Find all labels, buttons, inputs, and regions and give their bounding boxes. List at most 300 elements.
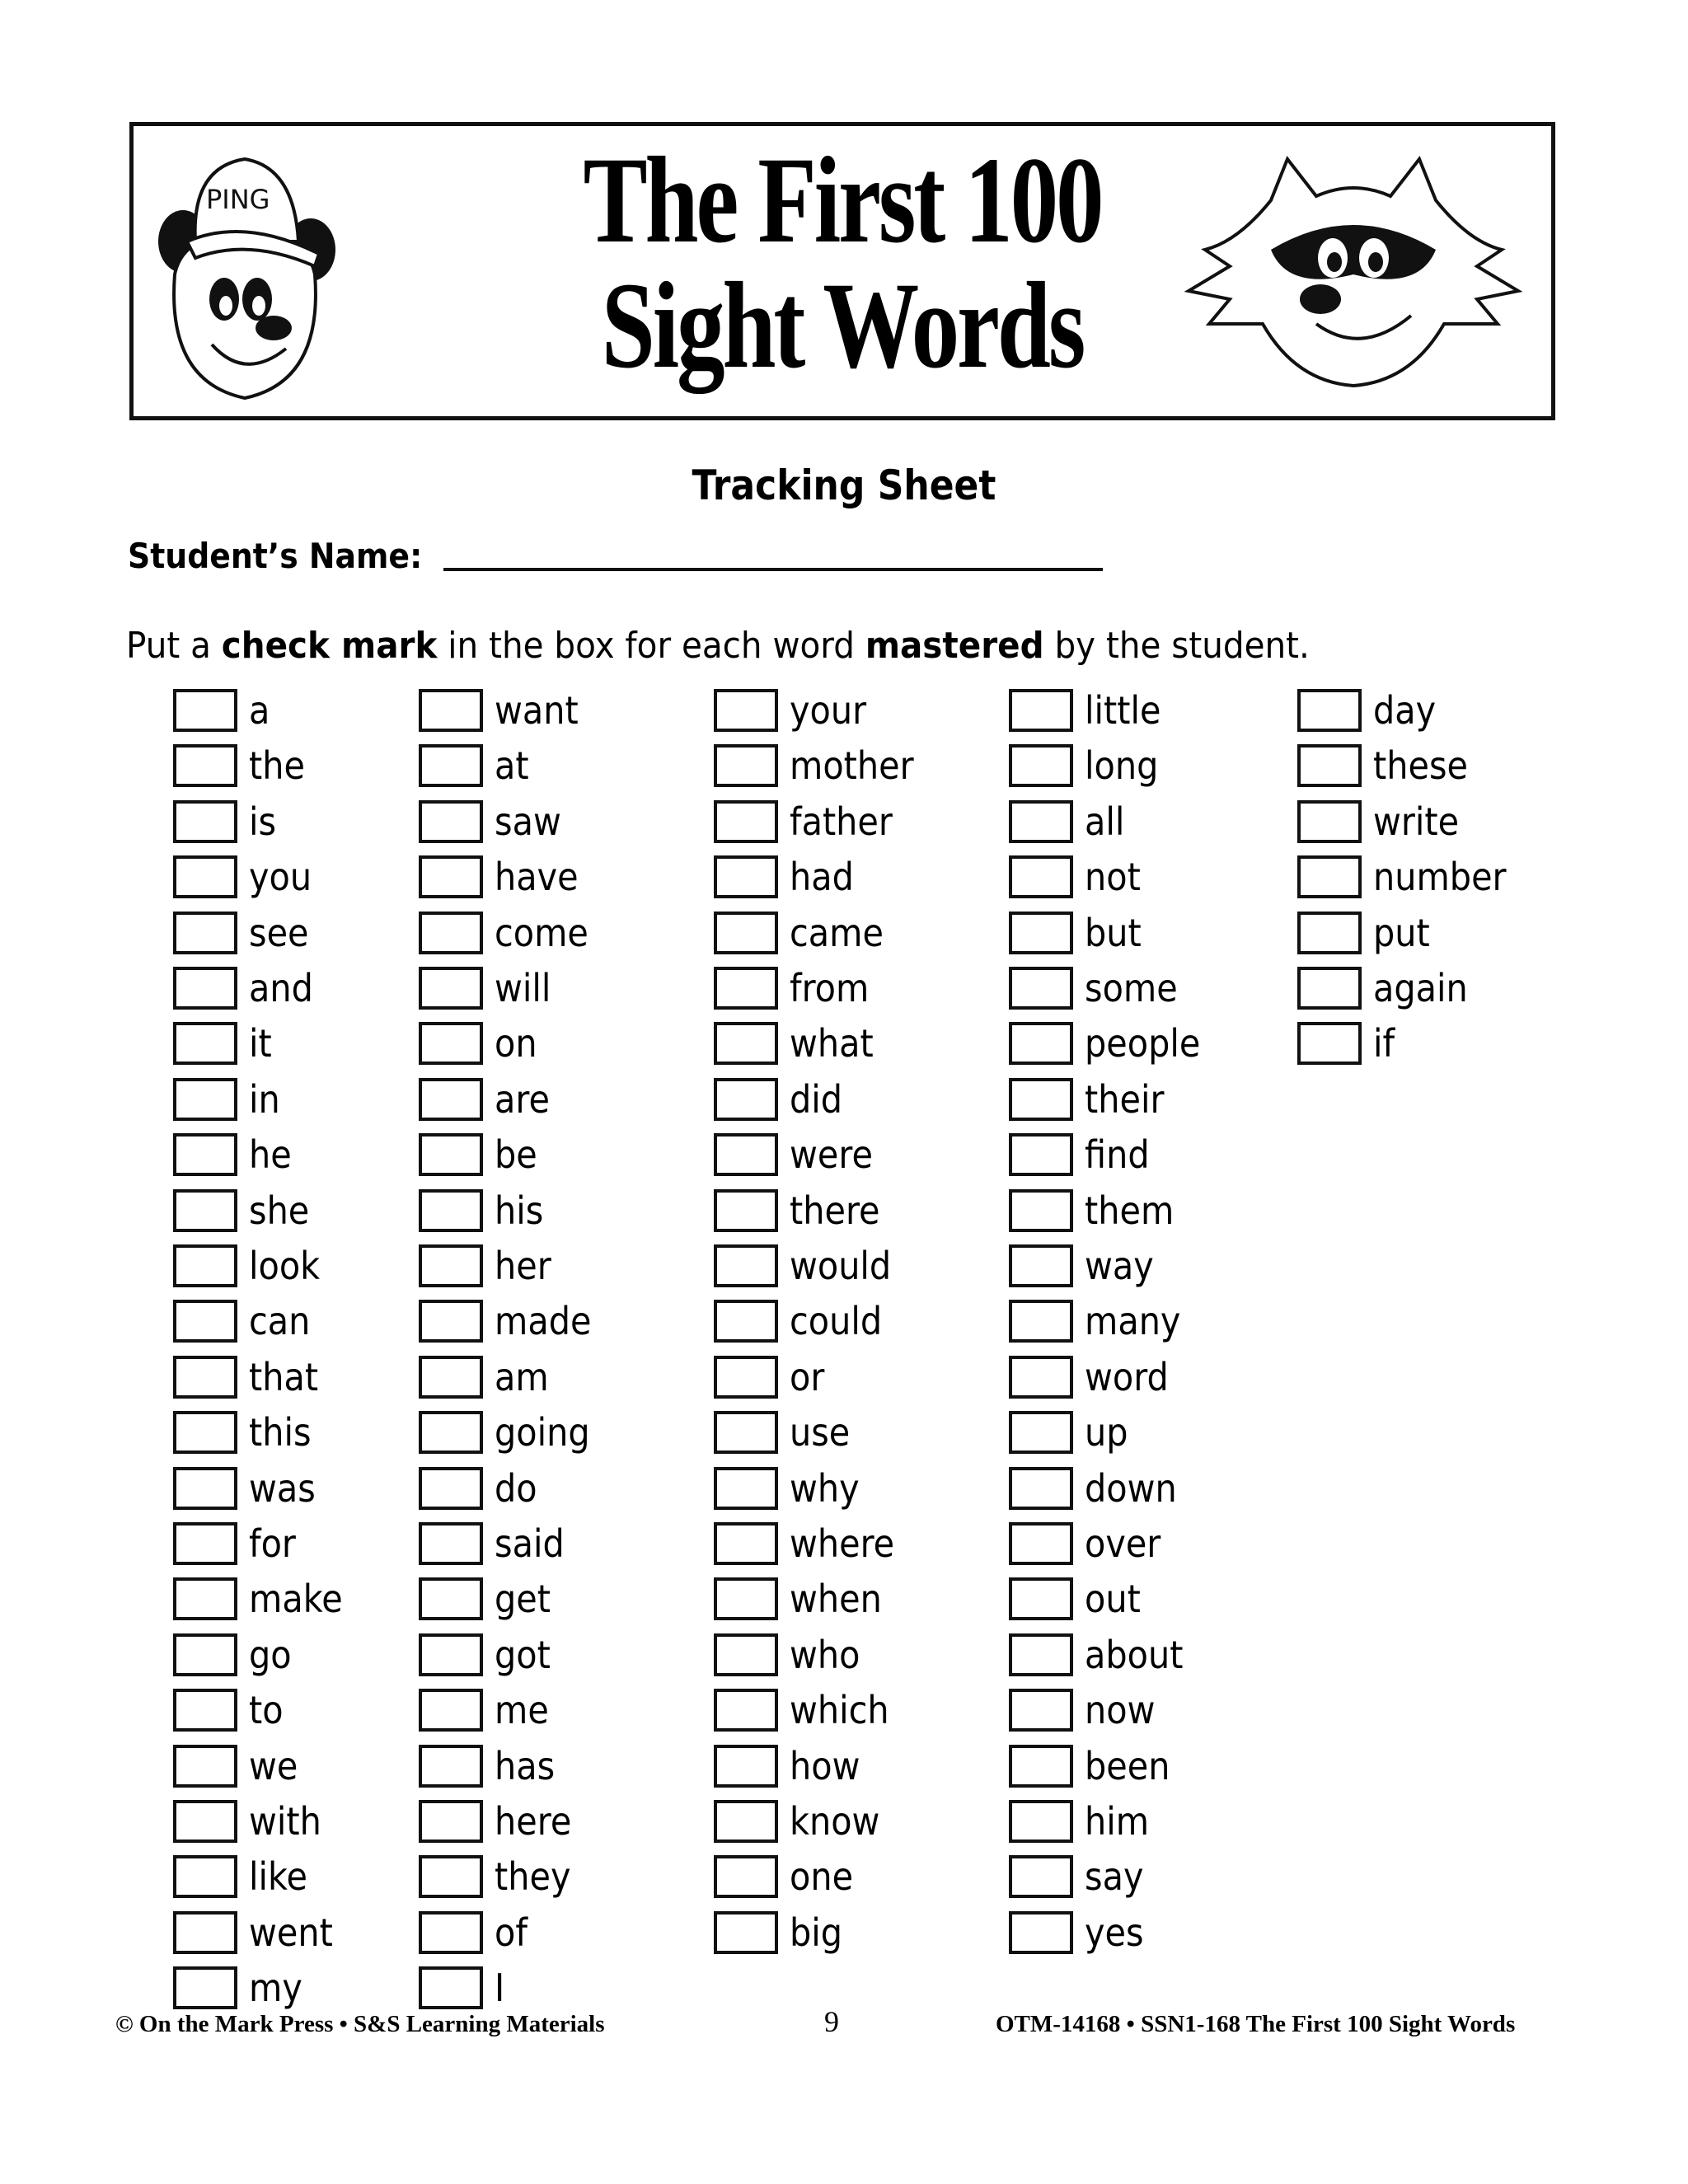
sight-word: am — [495, 1355, 549, 1399]
sight-word: has — [495, 1744, 556, 1788]
title-banner — [129, 122, 1555, 420]
sight-word: many — [1085, 1299, 1181, 1343]
mastery-checkbox[interactable] — [1009, 1689, 1073, 1732]
word-item — [714, 1574, 892, 1624]
sight-word: him — [1085, 1799, 1150, 1844]
sight-word: on — [495, 1021, 537, 1066]
mastery-checkbox[interactable] — [714, 967, 778, 1010]
word-item — [419, 1685, 555, 1735]
word-item — [1009, 1908, 1151, 1957]
mastery-checkbox[interactable] — [714, 1244, 778, 1287]
sight-word: look — [249, 1244, 321, 1288]
mastery-checkbox[interactable] — [173, 800, 237, 843]
mastery-checkbox[interactable] — [1297, 689, 1362, 732]
word-item — [173, 1574, 353, 1624]
word-item — [173, 1408, 318, 1457]
word-item — [1009, 1852, 1150, 1901]
mastery-checkbox[interactable] — [1009, 1911, 1073, 1954]
word-item — [1009, 1741, 1179, 1791]
mastery-checkbox[interactable] — [419, 800, 483, 843]
mastery-checkbox[interactable] — [1009, 1300, 1073, 1343]
mastery-checkbox[interactable] — [173, 1300, 237, 1343]
word-item — [173, 1241, 328, 1291]
word-item — [419, 908, 599, 958]
mastery-checkbox[interactable] — [1297, 800, 1362, 843]
mastery-checkbox[interactable] — [419, 1855, 483, 1898]
mastery-checkbox[interactable] — [419, 1966, 483, 2009]
sight-word: say — [1085, 1854, 1144, 1899]
mastery-checkbox[interactable] — [1009, 1467, 1073, 1510]
word-item — [419, 1963, 506, 2013]
word-item — [173, 1352, 326, 1402]
sight-word: yes — [1085, 1910, 1144, 1955]
word-item — [1009, 686, 1170, 735]
mastery-checkbox[interactable] — [419, 1800, 483, 1843]
footer-copyright: © On the Mark Press • S&S Learning Materials — [115, 2011, 605, 2037]
mastery-checkbox[interactable] — [173, 1411, 237, 1454]
mastery-checkbox[interactable] — [1009, 689, 1073, 732]
word-item — [173, 1630, 296, 1680]
mastery-checkbox[interactable] — [1009, 1133, 1073, 1176]
word-item — [173, 741, 312, 790]
word-item — [1297, 741, 1479, 790]
sight-word: is — [249, 799, 277, 844]
word-item — [173, 852, 319, 902]
sight-word: they — [495, 1854, 571, 1899]
word-item — [1009, 797, 1129, 846]
word-item — [1009, 1352, 1178, 1402]
sight-word: at — [495, 743, 529, 788]
word-item — [714, 1519, 906, 1568]
mastery-checkbox[interactable] — [419, 1522, 483, 1565]
sight-word: her — [495, 1244, 551, 1288]
word-item — [714, 797, 904, 846]
word-item — [714, 908, 894, 958]
word-item — [173, 1685, 287, 1735]
mastery-checkbox[interactable] — [714, 689, 778, 732]
mastery-checkbox[interactable] — [714, 1078, 778, 1121]
mastery-checkbox[interactable] — [714, 1633, 778, 1676]
instruction-emphasis: mastered — [865, 625, 1044, 667]
word-item — [173, 1519, 301, 1568]
sight-word: which — [790, 1688, 889, 1732]
mastery-checkbox[interactable] — [173, 1133, 237, 1176]
mastery-checkbox[interactable] — [714, 800, 778, 843]
sight-word: are — [495, 1077, 550, 1122]
mastery-checkbox[interactable] — [419, 1244, 483, 1287]
mastery-checkbox[interactable] — [173, 689, 237, 732]
mastery-checkbox[interactable] — [173, 1800, 237, 1843]
word-item — [173, 1464, 323, 1513]
sight-word: put — [1373, 911, 1430, 955]
word-item — [1009, 1797, 1156, 1846]
word-item — [419, 1075, 556, 1124]
mastery-checkbox[interactable] — [1009, 1356, 1073, 1399]
mastery-checkbox[interactable] — [173, 1356, 237, 1399]
word-item — [714, 1075, 848, 1124]
sight-word: down — [1085, 1466, 1177, 1511]
word-item — [419, 1852, 579, 1901]
mastery-checkbox[interactable] — [419, 1300, 483, 1343]
mastery-checkbox[interactable] — [1009, 1855, 1073, 1898]
student-name-field[interactable] — [443, 568, 1103, 571]
word-item — [1009, 908, 1147, 958]
mastery-checkbox[interactable] — [419, 1356, 483, 1399]
sight-word: going — [495, 1410, 590, 1455]
word-item — [1009, 1019, 1213, 1068]
sight-word: and — [249, 966, 313, 1010]
word-item — [714, 1408, 856, 1457]
word-item — [714, 963, 878, 1013]
sight-word: make — [249, 1577, 343, 1621]
mastery-checkbox[interactable] — [1009, 1022, 1073, 1065]
mastery-checkbox[interactable] — [173, 1522, 237, 1565]
mastery-checkbox[interactable] — [419, 912, 483, 954]
word-item — [1009, 1685, 1163, 1735]
word-item — [714, 1352, 828, 1402]
mastery-checkbox[interactable] — [1297, 912, 1362, 954]
instruction-text: by the student. — [1043, 625, 1310, 667]
mastery-checkbox[interactable] — [714, 1411, 778, 1454]
sight-word: that — [249, 1355, 319, 1399]
mastery-checkbox[interactable] — [1009, 1411, 1073, 1454]
mastery-checkbox[interactable] — [419, 1577, 483, 1620]
word-item — [1009, 1408, 1132, 1457]
mastery-checkbox[interactable] — [419, 1745, 483, 1788]
word-item — [419, 1519, 572, 1568]
word-item — [419, 1241, 557, 1291]
student-name-label: Student’s Name: — [128, 536, 423, 576]
word-item — [419, 1797, 580, 1846]
word-item — [419, 1296, 603, 1346]
sight-word: my — [249, 1966, 302, 2010]
word-item — [1009, 1630, 1194, 1680]
word-item — [1297, 797, 1469, 846]
mastery-checkbox[interactable] — [1009, 1745, 1073, 1788]
mastery-checkbox[interactable] — [419, 1633, 483, 1676]
page-title — [560, 132, 1125, 394]
sight-word: like — [249, 1854, 307, 1899]
sight-word: saw — [495, 799, 561, 844]
sight-word: one — [790, 1854, 854, 1899]
title-line-1: The First 100 — [583, 132, 1102, 269]
mastery-checkbox[interactable] — [714, 1467, 778, 1510]
word-item — [173, 1908, 342, 1957]
word-item — [714, 1019, 883, 1068]
mastery-checkbox[interactable] — [714, 1577, 778, 1620]
mastery-checkbox[interactable] — [1297, 744, 1362, 787]
mastery-checkbox[interactable] — [173, 1189, 237, 1232]
mastery-checkbox[interactable] — [173, 744, 237, 787]
sight-word: a — [249, 688, 270, 733]
mastery-checkbox[interactable] — [714, 1022, 778, 1065]
word-item — [173, 1296, 317, 1346]
word-item — [419, 1408, 600, 1457]
word-item — [1009, 1186, 1184, 1235]
sight-word: could — [790, 1299, 883, 1343]
mastery-checkbox[interactable] — [714, 1911, 778, 1954]
sight-word: why — [790, 1466, 860, 1511]
mastery-checkbox[interactable] — [714, 912, 778, 954]
sight-word: can — [249, 1299, 311, 1343]
sight-word: mother — [790, 743, 914, 788]
sight-word: find — [1085, 1132, 1150, 1177]
mastery-checkbox[interactable] — [419, 689, 483, 732]
raccoon-mascot-icon — [1172, 151, 1535, 398]
mastery-checkbox[interactable] — [173, 1244, 237, 1287]
mastery-checkbox[interactable] — [419, 1022, 483, 1065]
word-item — [419, 852, 588, 902]
word-item — [173, 908, 316, 958]
word-item — [1297, 852, 1522, 902]
word-item — [714, 1630, 868, 1680]
mastery-checkbox[interactable] — [1009, 1800, 1073, 1843]
word-item — [419, 686, 588, 735]
sight-word: of — [495, 1910, 528, 1955]
sight-word: came — [790, 911, 884, 955]
word-item — [714, 1908, 848, 1957]
mastery-checkbox[interactable] — [419, 1133, 483, 1176]
sight-word: you — [249, 855, 312, 899]
sight-word: would — [790, 1244, 892, 1288]
sight-word: with — [249, 1799, 321, 1844]
word-item — [419, 1186, 549, 1235]
mastery-checkbox[interactable] — [714, 855, 778, 898]
sight-word: there — [790, 1188, 880, 1233]
word-item — [714, 1130, 882, 1179]
sight-word: use — [790, 1410, 851, 1455]
mastery-checkbox[interactable] — [714, 744, 778, 787]
word-item — [419, 963, 557, 1013]
mastery-checkbox[interactable] — [173, 1577, 237, 1620]
word-item — [714, 1241, 903, 1291]
sight-word: your — [790, 688, 867, 733]
mastery-checkbox[interactable] — [1009, 1078, 1073, 1121]
student-name-row — [128, 536, 1103, 576]
mastery-checkbox[interactable] — [419, 967, 483, 1010]
word-item — [419, 1464, 542, 1513]
word-item — [714, 1741, 868, 1791]
mastery-checkbox[interactable] — [714, 1300, 778, 1343]
mastery-checkbox[interactable] — [1009, 744, 1073, 787]
mastery-checkbox[interactable] — [173, 1689, 237, 1732]
sight-word: made — [495, 1299, 592, 1343]
word-item — [419, 1130, 542, 1179]
instruction-text: in the box for each word — [437, 625, 865, 667]
sight-word: over — [1085, 1521, 1161, 1566]
word-item — [419, 1019, 542, 1068]
word-item — [419, 1908, 531, 1957]
mastery-checkbox[interactable] — [419, 1411, 483, 1454]
word-item — [714, 852, 861, 902]
word-item — [173, 1852, 314, 1901]
sight-word: the — [249, 743, 305, 788]
mastery-checkbox[interactable] — [173, 912, 237, 954]
instruction-text: Put a — [126, 625, 222, 667]
mastery-checkbox[interactable] — [173, 1855, 237, 1898]
mastery-checkbox[interactable] — [714, 1689, 778, 1732]
mastery-checkbox[interactable] — [714, 1745, 778, 1788]
sight-word: got — [495, 1633, 551, 1677]
word-item — [173, 1019, 274, 1068]
word-item — [419, 797, 569, 846]
sight-word: little — [1085, 688, 1161, 733]
word-item — [714, 1852, 860, 1901]
mastery-checkbox[interactable] — [714, 1855, 778, 1898]
word-item — [1297, 963, 1479, 1013]
mastery-checkbox[interactable] — [419, 1911, 483, 1954]
instruction-emphasis: check mark — [221, 625, 438, 667]
mastery-checkbox[interactable] — [173, 1911, 237, 1954]
word-item — [1009, 1464, 1187, 1513]
mastery-checkbox[interactable] — [1297, 855, 1362, 898]
word-item — [1009, 1574, 1146, 1624]
sight-word: go — [249, 1633, 292, 1677]
sight-word: his — [495, 1188, 544, 1233]
mastery-checkbox[interactable] — [173, 1467, 237, 1510]
word-item — [1009, 963, 1188, 1013]
mastery-checkbox[interactable] — [1297, 967, 1362, 1010]
word-item — [1009, 1519, 1170, 1568]
sight-word: we — [249, 1744, 298, 1788]
mastery-checkbox[interactable] — [714, 1522, 778, 1565]
mastery-checkbox[interactable] — [714, 1133, 778, 1176]
sight-word: she — [249, 1188, 310, 1233]
word-item — [714, 686, 874, 735]
mastery-checkbox[interactable] — [173, 1966, 237, 2009]
word-item — [173, 1186, 316, 1235]
word-item — [173, 1963, 308, 2013]
word-item — [1297, 908, 1436, 958]
cap-text: PING — [206, 184, 270, 215]
mastery-checkbox[interactable] — [714, 1356, 778, 1399]
sight-word: I — [495, 1966, 505, 2010]
sight-word: from — [790, 966, 870, 1010]
sight-word: it — [249, 1021, 272, 1066]
mastery-checkbox[interactable] — [173, 967, 237, 1010]
sight-word: get — [495, 1577, 551, 1621]
word-item — [173, 1075, 284, 1124]
sight-word: have — [495, 855, 579, 899]
sight-word: come — [495, 911, 588, 955]
word-item — [173, 963, 321, 1013]
sight-word: what — [790, 1021, 874, 1066]
sight-word: number — [1373, 855, 1507, 899]
mastery-checkbox[interactable] — [714, 1189, 778, 1232]
sight-word: where — [790, 1521, 895, 1566]
sight-word: be — [495, 1132, 537, 1177]
mastery-checkbox[interactable] — [714, 1800, 778, 1843]
sight-word: how — [790, 1744, 860, 1788]
mastery-checkbox[interactable] — [1009, 1522, 1073, 1565]
word-item — [419, 741, 532, 790]
mastery-checkbox[interactable] — [1009, 1577, 1073, 1620]
mastery-checkbox[interactable] — [173, 855, 237, 898]
sight-word: write — [1373, 799, 1460, 844]
word-item — [714, 1797, 890, 1846]
sight-word: been — [1085, 1744, 1170, 1788]
word-item — [1009, 852, 1146, 902]
sight-word: if — [1373, 1021, 1395, 1066]
sight-word: some — [1085, 966, 1178, 1010]
sight-word: this — [249, 1410, 312, 1455]
mastery-checkbox[interactable] — [1009, 912, 1073, 954]
word-item — [714, 1685, 900, 1735]
mastery-checkbox[interactable] — [173, 1633, 237, 1676]
mastery-checkbox[interactable] — [419, 744, 483, 787]
sight-word: went — [249, 1910, 333, 1955]
word-item — [419, 1352, 555, 1402]
mastery-checkbox[interactable] — [1009, 1189, 1073, 1232]
word-item — [1009, 741, 1166, 790]
sight-word: said — [495, 1521, 565, 1566]
mastery-checkbox[interactable] — [1009, 967, 1073, 1010]
word-item — [714, 1296, 893, 1346]
mastery-checkbox[interactable] — [173, 1078, 237, 1121]
mastery-checkbox[interactable] — [419, 1189, 483, 1232]
sight-word: had — [790, 855, 854, 899]
word-item — [173, 686, 272, 735]
mastery-checkbox[interactable] — [1009, 855, 1073, 898]
mastery-checkbox[interactable] — [419, 1078, 483, 1121]
mastery-checkbox[interactable] — [1009, 800, 1073, 843]
sight-word: their — [1085, 1077, 1165, 1122]
bear-mascot-icon — [150, 143, 340, 406]
word-item — [173, 1797, 330, 1846]
word-item — [173, 1130, 296, 1179]
sight-word: now — [1085, 1688, 1156, 1732]
mastery-checkbox[interactable] — [419, 1467, 483, 1510]
sight-word: out — [1085, 1577, 1141, 1621]
sight-word: them — [1085, 1188, 1175, 1233]
word-item — [1009, 1241, 1161, 1291]
mastery-checkbox[interactable] — [1297, 1022, 1362, 1065]
sight-word: for — [249, 1521, 296, 1566]
word-item — [1009, 1296, 1191, 1346]
sight-word: about — [1085, 1633, 1184, 1677]
mastery-checkbox[interactable] — [173, 1745, 237, 1788]
word-item — [419, 1574, 557, 1624]
sight-word: up — [1085, 1410, 1128, 1455]
sight-word: see — [249, 911, 309, 955]
word-item — [714, 741, 927, 790]
sight-word: did — [790, 1077, 843, 1122]
mastery-checkbox[interactable] — [173, 1022, 237, 1065]
sight-word: or — [790, 1355, 825, 1399]
mastery-checkbox[interactable] — [1009, 1633, 1073, 1676]
sight-word: day — [1373, 688, 1437, 733]
sheet-title: Tracking Sheet — [692, 462, 996, 509]
word-item — [1297, 1019, 1397, 1068]
mastery-checkbox[interactable] — [1009, 1244, 1073, 1287]
instructions — [126, 625, 1310, 667]
word-item — [173, 1741, 303, 1791]
sight-word: all — [1085, 799, 1125, 844]
mastery-checkbox[interactable] — [419, 855, 483, 898]
mastery-checkbox[interactable] — [419, 1689, 483, 1732]
sight-word: know — [790, 1799, 880, 1844]
sight-word: but — [1085, 911, 1142, 955]
word-item — [714, 1464, 867, 1513]
word-item — [714, 1186, 890, 1235]
sight-word: will — [495, 966, 551, 1010]
sight-word: way — [1085, 1244, 1154, 1288]
sight-word: not — [1085, 855, 1141, 899]
sight-word: father — [790, 799, 893, 844]
page-number: 9 — [824, 2005, 839, 2038]
sight-word: were — [790, 1132, 873, 1177]
sight-word: do — [495, 1466, 537, 1511]
